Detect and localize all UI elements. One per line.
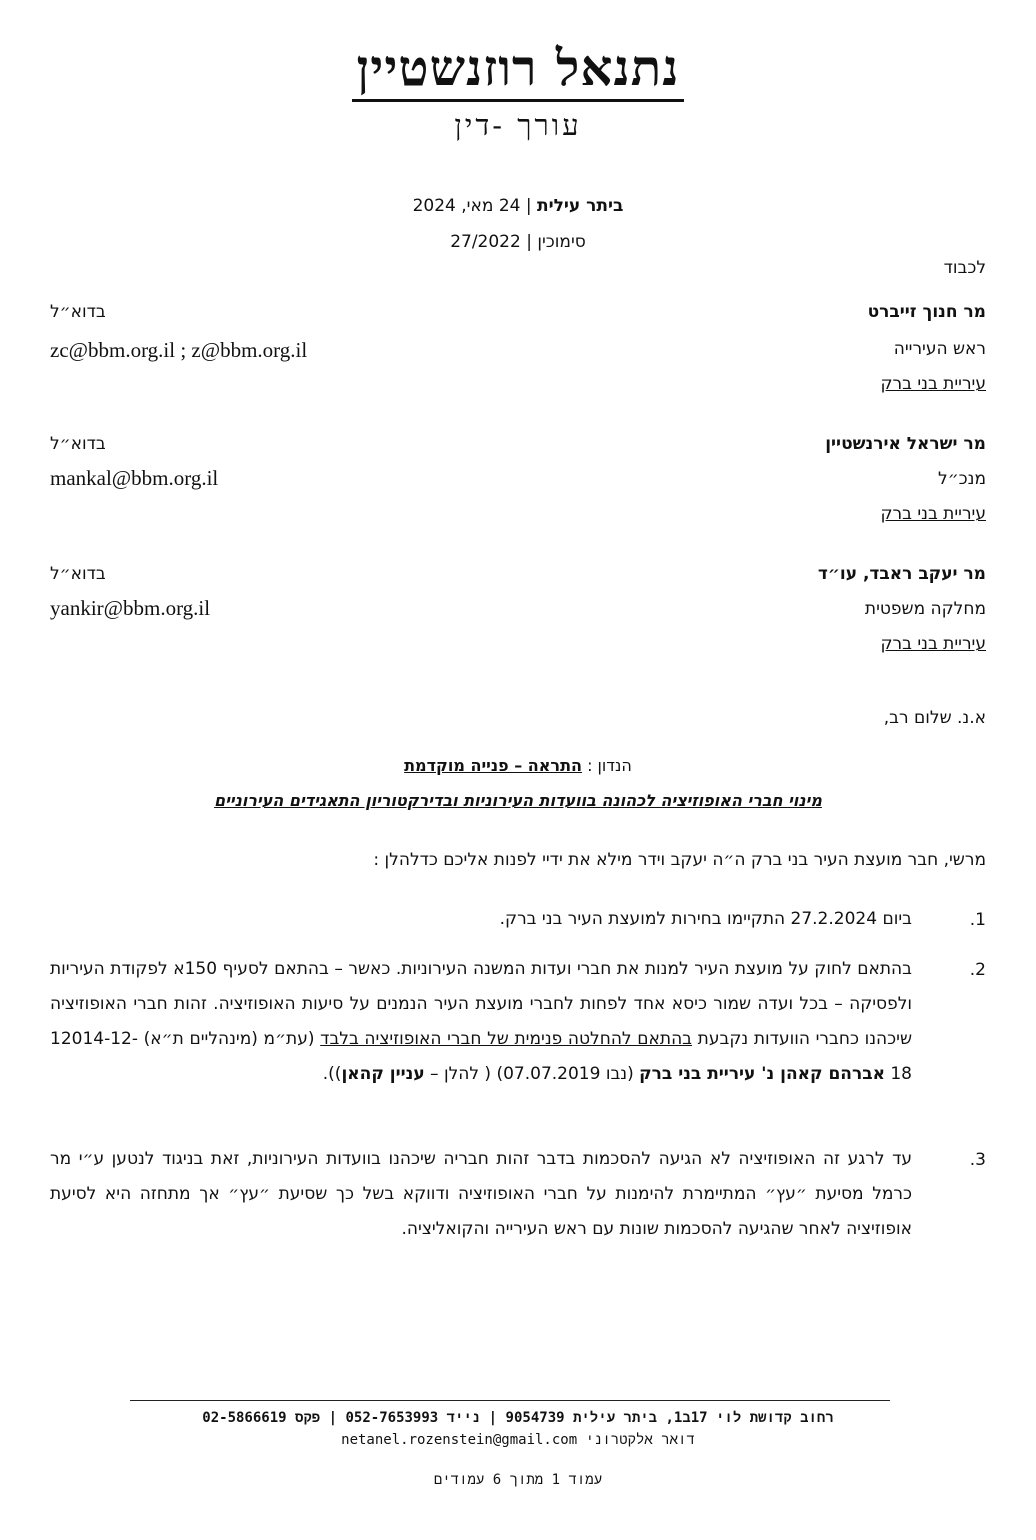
- greeting: א.נ. שלום רב,: [883, 708, 986, 728]
- intro-paragraph: מרשי, חבר מועצת העיר בני ברק ה״ה יעקב וידר מילא את ידיי לפנות אליכם כדלהלן :: [373, 850, 986, 870]
- recipient-email: yankir@bbm.org.il: [50, 596, 211, 620]
- page-number: עמוד 1 מתוך 6 עמודים: [433, 1472, 603, 1488]
- item-text: ביום 27.2.2024 התקיימו בחירות למועצת העיר בני ברק.: [499, 909, 912, 929]
- recipient-delivery: בדוא״ל: [50, 302, 106, 322]
- item-text: עד לרגע זה האופוזיציה לא הגיעה להסכמות בדבר זהות חבריה שיכהנו בוועדות העירוניות, זאת בניגוד לנטען ע״י מר כרמל מסיעת ״עץ״ המתיימרת להימנות על חברי האופוזיציה ודווקא בשל כך שסיעת ״עץ״ אך מתחזה היא לסיעת אופוזיציה לאחר שהגיעה להסכמות שונות עם ראש העירייה והקואליציה.: [50, 1149, 912, 1239]
- recipient-name: מר ישראל אירנשטיין: [825, 434, 986, 454]
- letterhead-name: נתנאל רוזנשטיין: [0, 38, 1036, 97]
- recipient-role: מחלקה משפטית: [864, 599, 986, 619]
- recipient-email: mankal@bbm.org.il: [50, 466, 219, 490]
- recipient-org: עיריית בני ברק: [880, 374, 986, 394]
- recipient-email: zc@bbm.org.il ; z@bbm.org.il: [50, 338, 308, 362]
- subject-detail: מינוי חברי האופוזיציה לכהונה בוועדות העירוניות ובדירקטוריון התאגידים העירוניים: [214, 791, 822, 810]
- recipient-org: עיריית בני ברק: [880, 504, 986, 524]
- recipient-name: מר יעקב ראבד, עו״ד: [817, 564, 986, 584]
- recipient-delivery: בדוא״ל: [50, 434, 106, 454]
- dateline: ביתר עילית | 24 מאי, 2024: [412, 196, 624, 216]
- item-text: בהתאם לחוק על מועצת העיר למנות את חברי ועדות המשנה העירוניות. כאשר – בהתאם לסעיף 150א לפקודת העיריות ולפסיקה – בכל ועדה שמור כיסא אחד לפחות לחברי מועצת העיר הנמנים על סיעות האופוזיציה. זהות חברי האופוזיציה שיכהנו כחברי הוועדות נקבעת בהתאם להחלטה פנימית של חברי האופוזיציה בלבד (עת״מ (מינהליים ת״א) 12014-12-18 אברהם קאהן נ' עיריית בני ברק (נבו 07.07.2019) ( להלן – עניין קהאן)).: [50, 959, 912, 1084]
- footer-divider: [130, 1400, 890, 1401]
- recipient-role: ראש העירייה: [893, 339, 986, 359]
- footer-address: רחוב קדושת לוי 17ב1, ביתר עילית 9054739 | נייד 052-7653993 | פקס 02-5866619: [202, 1410, 834, 1426]
- subject-line: הנדון : התראה – פנייה מוקדמת: [404, 756, 632, 775]
- recipient-name: מר חנוך זייברט: [867, 302, 986, 322]
- recipient-role: מנכ״ל: [938, 469, 986, 489]
- letterhead-profession: עורך -דין: [454, 108, 582, 142]
- reference-line: סימוכין | 27/2022: [450, 232, 586, 252]
- item-number: 3.: [969, 1150, 986, 1170]
- recipient-delivery: בדוא״ל: [50, 564, 106, 584]
- addressee-label: לכבוד: [943, 258, 986, 278]
- recipient-org: עיריית בני ברק: [880, 634, 986, 654]
- footer-email-line: דואר אלקטרוני netanel.rozenstein@gmail.com: [341, 1432, 695, 1448]
- item-number: 1.: [969, 910, 986, 930]
- item-number: 2.: [969, 960, 986, 980]
